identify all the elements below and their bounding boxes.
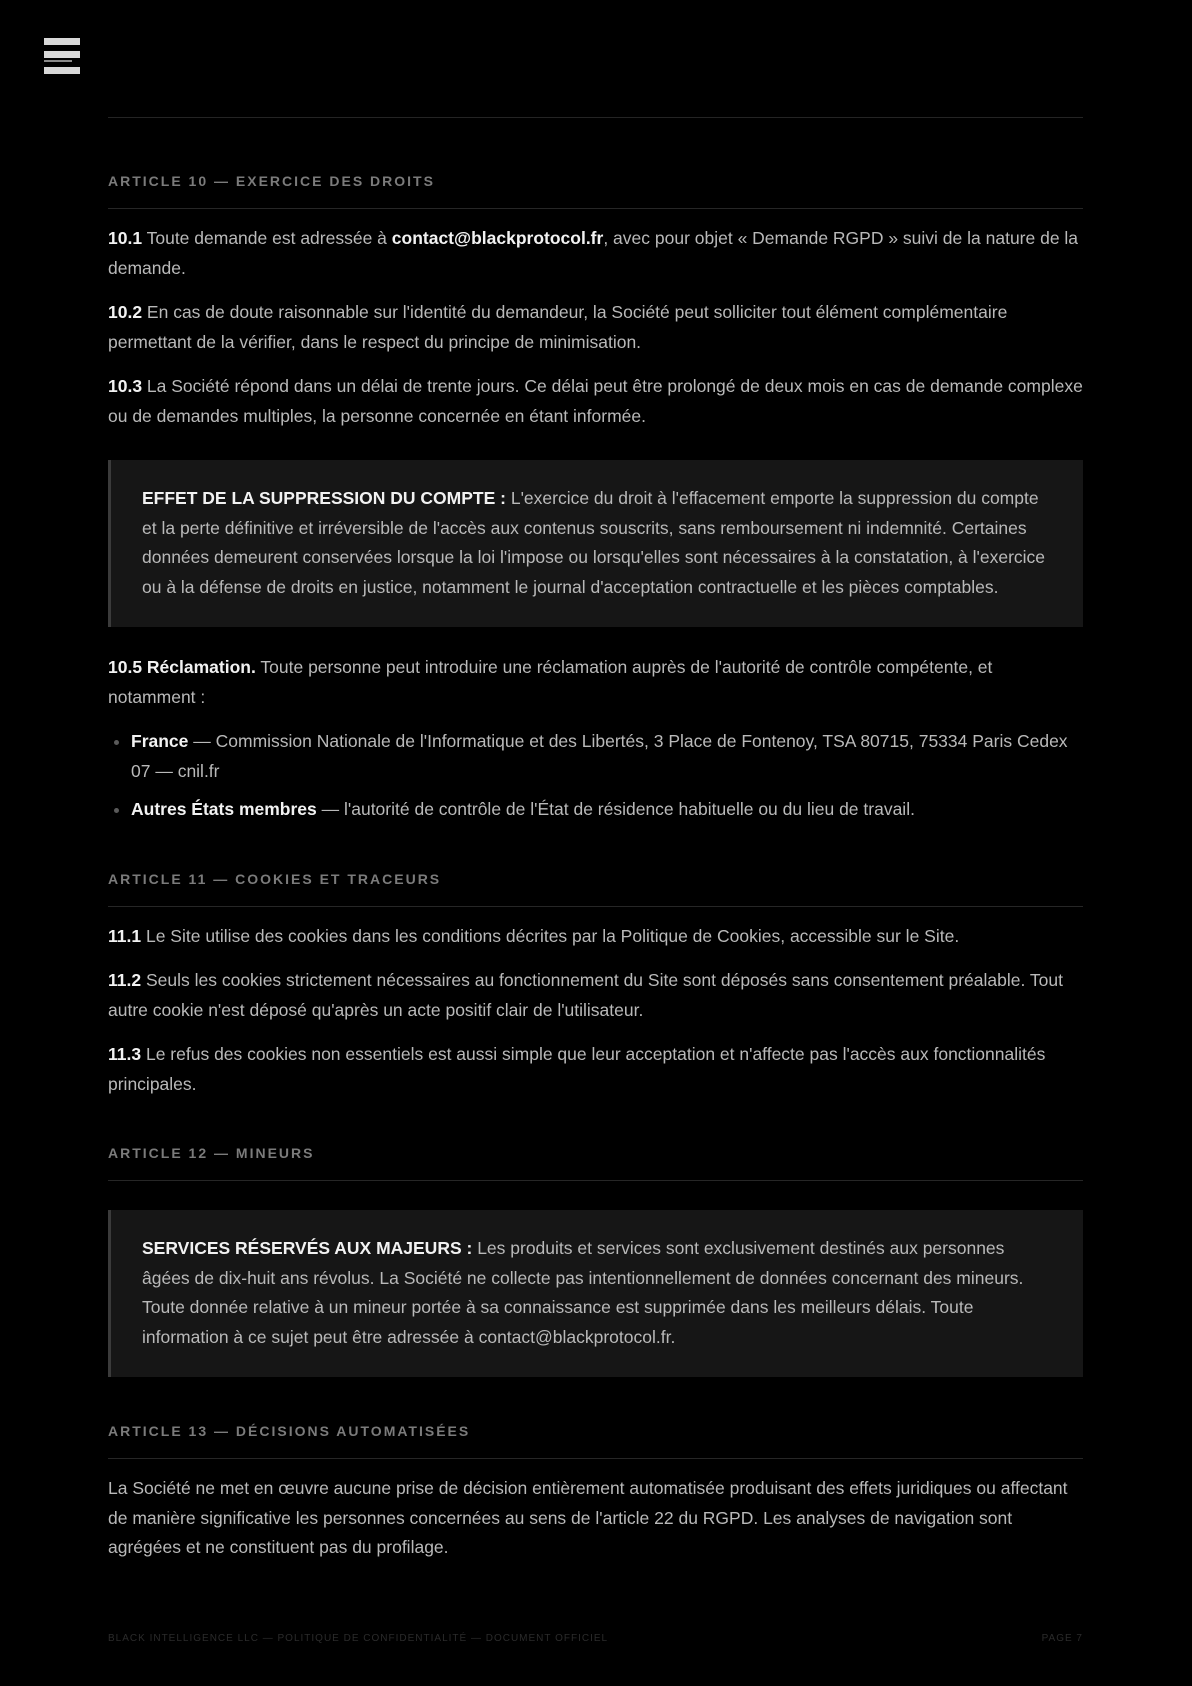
bullet-icon [114,740,119,745]
contact-email-link[interactable]: contact@blackprotocol.fr [391,228,604,248]
paragraph-number: 10.2 [108,302,143,322]
paragraph-11-2: 11.2 Seuls les cookies strictement nécessaires au fonctionnement du Site sont déposés sans consentement préalable. Tout autre cookie n'est déposé qu'après un acte positif clair de l'utilisateur. [108,970,1063,1020]
list-item: Autres États membres — l'autorité de contrôle de l'État de résidence habituelle ou du lieu de travail. [131,795,1083,825]
paragraph-10-2: 10.2 En cas de doute raisonnable sur l'identité du demandeur, la Société peut solliciter tout élément complémentaire permettant de la vérifier, dans le respect du principe de minimisation. [108,302,1008,352]
adults-only-callout: SERVICES RÉSERVÉS AUX MAJEURS : Les produits et services sont exclusivement destinés aux personnes âgées de dix-huit ans révolus. La Société ne collecte pas intentionnellement de données concernant des mineurs. Toute donnée relative à un mineur portée à sa connaissance est supprimée dans les meilleurs délais. Toute information à ce sujet peut être adressée à contact@blackprotocol.fr. [108,1210,1083,1377]
paragraph-11-3: 11.3 Le refus des cookies non essentiels est aussi simple que leur acceptation et n'affecte pas l'accès aux fonctionnalités principales. [108,1044,1046,1094]
article-12-heading: ARTICLE 12 — MINEURS [108,1145,1083,1181]
hamburger-menu-icon[interactable] [44,38,82,74]
article-13-heading: ARTICLE 13 — DÉCISIONS AUTOMATISÉES [108,1423,1083,1459]
paragraph-number: 11.2 [108,970,142,990]
paragraph-13: La Société ne met en œuvre aucune prise de décision entièrement automatisée produisant des effets juridiques ou affectant de manière significative les personnes concernées au sens de l'article 22 du RGPD. Les analyses de navigation sont agrégées et ne constituent pas du profilage. [108,1478,1068,1557]
callout-title: EFFET DE LA SUPPRESSION DU COMPTE : [142,488,506,508]
article-10 [108,173,1083,825]
paragraph-10-3: 10.3 La Société répond dans un délai de trente jours. Ce délai peut être prolongé de deux mois en cas de demande complexe ou de demandes multiples, la personne concernée en étant informée. [108,376,1083,426]
article-11 [108,871,1083,1100]
list-item: France — Commission Nationale de l'Informatique et des Libertés, 3 Place de Fontenoy, TSA 80715, 75334 Paris Cedex 07 — cnil.fr [131,727,1083,786]
paragraph-number: 10.3 [108,376,143,396]
article-10-heading: ARTICLE 10 — EXERCICE DES DROITS [108,173,1083,209]
article-13 [108,1423,1083,1563]
document-body [108,117,1083,1563]
paragraph-11-1: 11.1 Le Site utilise des cookies dans les conditions décrites par la Politique de Cookies, accessible sur le Site. [108,925,960,946]
paragraph-10-1: 10.1 Toute demande est adressée à contact@blackprotocol.fr, avec pour objet « Demande RGPD » suivi de la nature de la demande. [108,228,1079,278]
article-11-heading: ARTICLE 11 — COOKIES ET TRACEURS [108,871,1083,907]
top-divider [108,117,1083,118]
paragraph-number: 10.1 [108,228,143,248]
bullet-icon [114,808,119,813]
paragraph-10-5: 10.5 Réclamation. Toute personne peut introduire une réclamation auprès de l'autorité de contrôle compétente, et notamment : [108,657,993,707]
callout-title: SERVICES RÉSERVÉS AUX MAJEURS : [142,1238,473,1258]
footer-document-title: BLACK INTELLIGENCE LLC — POLITIQUE DE CONFIDENTIALITÉ — DOCUMENT OFFICIEL [108,1633,609,1644]
paragraph-number: 11.1 [108,925,142,946]
paragraph-number: 11.3 [108,1044,142,1064]
authority-list [108,727,1083,825]
article-12 [108,1145,1083,1377]
footer-page-number: PAGE 7 [1041,1633,1083,1644]
paragraph-number: 10.5 Réclamation. [108,657,256,677]
account-deletion-callout: EFFET DE LA SUPPRESSION DU COMPTE : L'exercice du droit à l'effacement emporte la suppression du compte et la perte définitive et irréversible de l'accès aux contenus souscrits, sans remboursement ni indemnité. Certaines données demeurent conservées lorsque la loi l'impose ou lorsqu'elles sont nécessaires à la constatation, à l'exercice ou à la défense de droits en justice, notamment le journal d'acceptation contractuelle et les pièces comptables. [108,460,1083,627]
